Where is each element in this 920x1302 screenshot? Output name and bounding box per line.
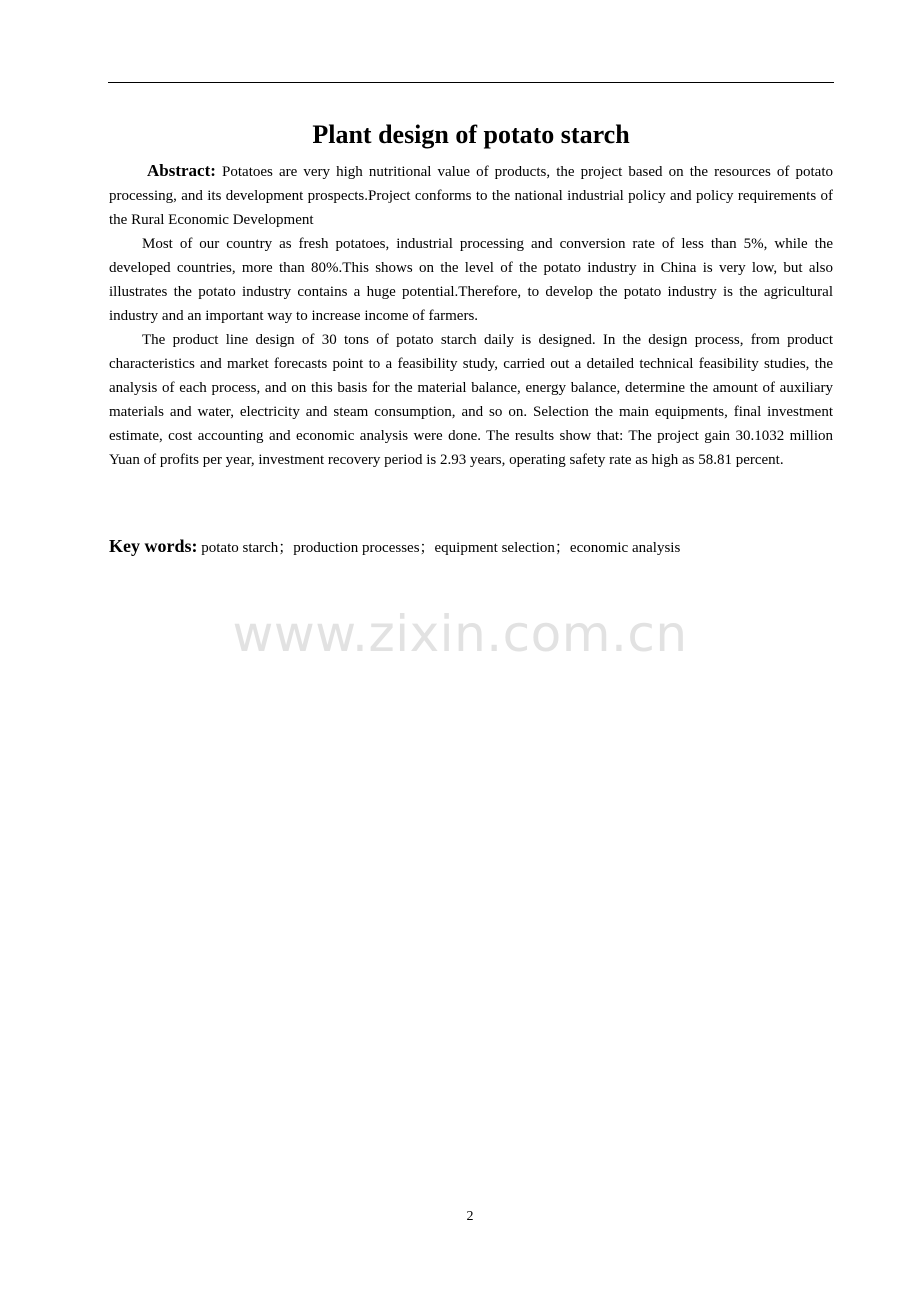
keywords-label: Key words: [109, 536, 198, 556]
abstract-paragraph-1 [109, 159, 833, 232]
document-title: Plant design of potato starch [312, 120, 630, 149]
keywords-line [109, 533, 833, 561]
watermark: www.zixin.com.cn [232, 605, 688, 663]
page-number: 2 [466, 1209, 474, 1224]
abstract-section [109, 159, 833, 472]
abstract-label: Abstract: [147, 161, 216, 180]
abstract-paragraph-3: The product line design of 30 tons of potato starch daily is designed. In the design process, from product characteristics and market forecasts point to a feasibility study, carried out a detailed technical feasibility studies, the analysis of each process, and on this basis for the material balance, energy balance, determine the amount of auxiliary materials and water, electricity and steam consumption, and so on. Selection the main equipments, final investment estimate, cost accounting and economic analysis were done. The results show that: The project gain 30.1032 million Yuan of profits per year, investment recovery period is 2.93 years, operating safety rate as high as 58.81 percent. [109, 332, 833, 468]
abstract-paragraph-1-text: Potatoes are very high nutritional value of products, the project based on the resources of potato processing, and its development prospects.Project conforms to the national industrial policy and policy requirements of the Rural Economic Development [109, 164, 833, 228]
abstract-paragraph-2: Most of our country as fresh potatoes, industrial processing and conversion rate of less than 5%, while the developed countries, more than 80%.This shows on the level of the potato industry in China is very low, but also illustrates the potato industry contains a huge potential.Therefore, to develop the potato industry is the agricultural industry and an important way to increase income of farmers. [109, 236, 833, 324]
header-rule [108, 82, 834, 83]
keywords-text: potato starch；production processes；equipment selection；economic analysis [197, 540, 681, 556]
